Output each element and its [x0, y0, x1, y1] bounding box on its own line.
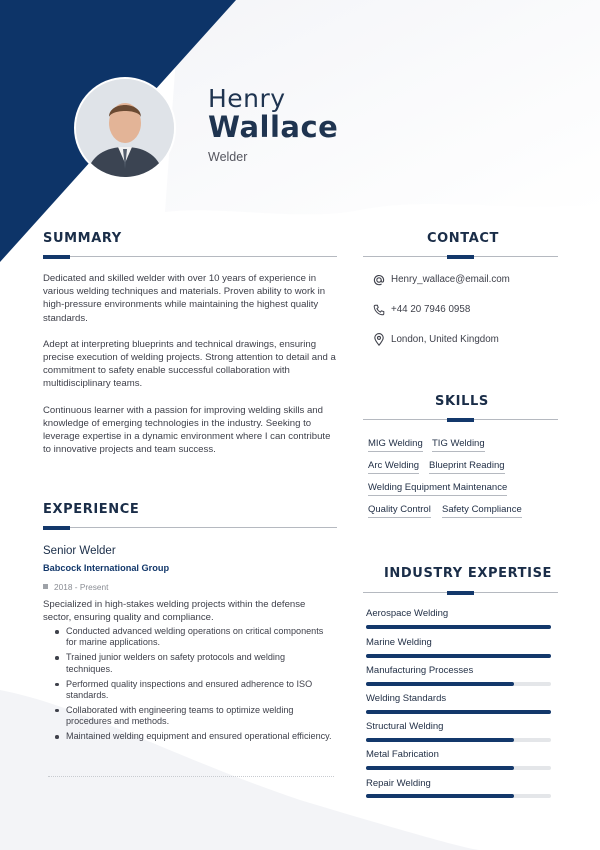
contact-phone[interactable] [372, 303, 470, 316]
profile-photo [76, 79, 174, 177]
phone-text: +44 20 7946 0958 [391, 304, 471, 315]
experience-bullet: Trained junior welders on safety protocols and welding techniques. [54, 652, 332, 675]
experience-bullet: Conducted advanced welding operations on critical components for marine applications. [54, 626, 332, 649]
expertise-label: Welding Standards [366, 693, 447, 704]
experience-bullets [54, 626, 332, 746]
skill-tag: Quality Control [368, 504, 431, 518]
calendar-marker-icon [43, 584, 48, 589]
experience-role: Senior Welder [43, 545, 116, 557]
skill-tag: Arc Welding [368, 460, 419, 474]
expertise-bar-fill [366, 682, 514, 686]
expertise-bar-fill [366, 794, 514, 798]
expertise-heading: INDUSTRY EXPERTISE [384, 566, 553, 581]
experience-company: Babcock International Group [43, 563, 170, 573]
job-title: Welder [208, 150, 248, 164]
expertise-label: Repair Welding [366, 778, 431, 789]
phone-icon [372, 303, 385, 316]
expertise-bar-fill [366, 625, 551, 629]
expertise-bar [366, 625, 551, 629]
email-text: Henry_wallace@email.com [391, 274, 510, 285]
contact-location [372, 333, 499, 346]
expertise-bar [366, 738, 551, 742]
summary-paragraph: Adept at interpreting blueprints and technical drawings, ensuring precise execution of welding projects. Strong attention to detail and a commitment to safety enable successful collaboration with multidisciplinary teams. [43, 338, 336, 390]
expertise-label: Structural Welding [366, 721, 444, 732]
portrait-icon [76, 79, 174, 177]
skill-tag: Safety Compliance [442, 504, 522, 518]
skill-tag: Welding Equipment Maintenance [368, 482, 507, 496]
section-end-divider [48, 776, 334, 777]
contact-accent [447, 255, 474, 259]
expertise-label: Aerospace Welding [366, 608, 449, 619]
expertise-accent [447, 591, 474, 595]
skill-tag: MIG Welding [368, 438, 423, 452]
expertise-label: Manufacturing Processes [366, 665, 474, 676]
contact-heading: CONTACT [427, 231, 499, 246]
experience-dates [43, 582, 108, 592]
experience-heading: EXPERIENCE [43, 502, 140, 517]
expertise-label: Marine Welding [366, 637, 432, 648]
skill-tag: Blueprint Reading [429, 460, 505, 474]
summary-paragraph: Dedicated and skilled welder with over 10 years of experience in various welding techniques and materials. Proven ability to work in high-pressure environments while maintaining the highest quality standards. [43, 273, 326, 324]
summary-heading: SUMMARY [43, 231, 122, 246]
expertise-bar [366, 654, 551, 658]
contact-email[interactable] [372, 273, 510, 286]
first-name: Henry [208, 84, 286, 113]
skills-accent [447, 418, 474, 422]
location-text: London, United Kingdom [391, 334, 499, 345]
skill-tag: TIG Welding [432, 438, 485, 452]
summary-paragraph: Continuous learner with a passion for improving welding skills and knowledge of emerging technologies in the industry. Seeking to leverage expertise in a dynamic environment where I can contribute to innovative projects and team success. [43, 404, 331, 456]
summary-text [43, 272, 339, 469]
experience-bullet: Maintained welding equipment and ensured operational efficiency. [54, 731, 332, 742]
experience-description: Specialized in high-stakes welding projects within the defense sector, ensuring quality and compliance. [43, 599, 306, 624]
experience-bullet: Collaborated with engineering teams to optimize welding procedures and methods. [54, 705, 332, 728]
summary-accent [43, 255, 70, 259]
at-icon [372, 273, 385, 286]
experience-bullet: Performed quality inspections and ensured adherence to ISO standards. [54, 679, 332, 702]
expertise-bar [366, 766, 551, 770]
skills-heading: SKILLS [435, 394, 489, 409]
expertise-bar-fill [366, 766, 514, 770]
summary-divider [43, 256, 337, 257]
last-name: Wallace [208, 110, 339, 144]
expertise-label: Metal Fabrication [366, 749, 439, 760]
expertise-bar [366, 710, 551, 714]
expertise-bar-fill [366, 710, 551, 714]
expertise-bar-fill [366, 738, 514, 742]
experience-divider [43, 527, 337, 528]
experience-dates-text: 2018 - Present [54, 582, 109, 592]
expertise-bar-fill [366, 654, 551, 658]
location-pin-icon [372, 333, 385, 346]
expertise-bar [366, 682, 551, 686]
experience-accent [43, 526, 70, 530]
expertise-bar [366, 794, 551, 798]
